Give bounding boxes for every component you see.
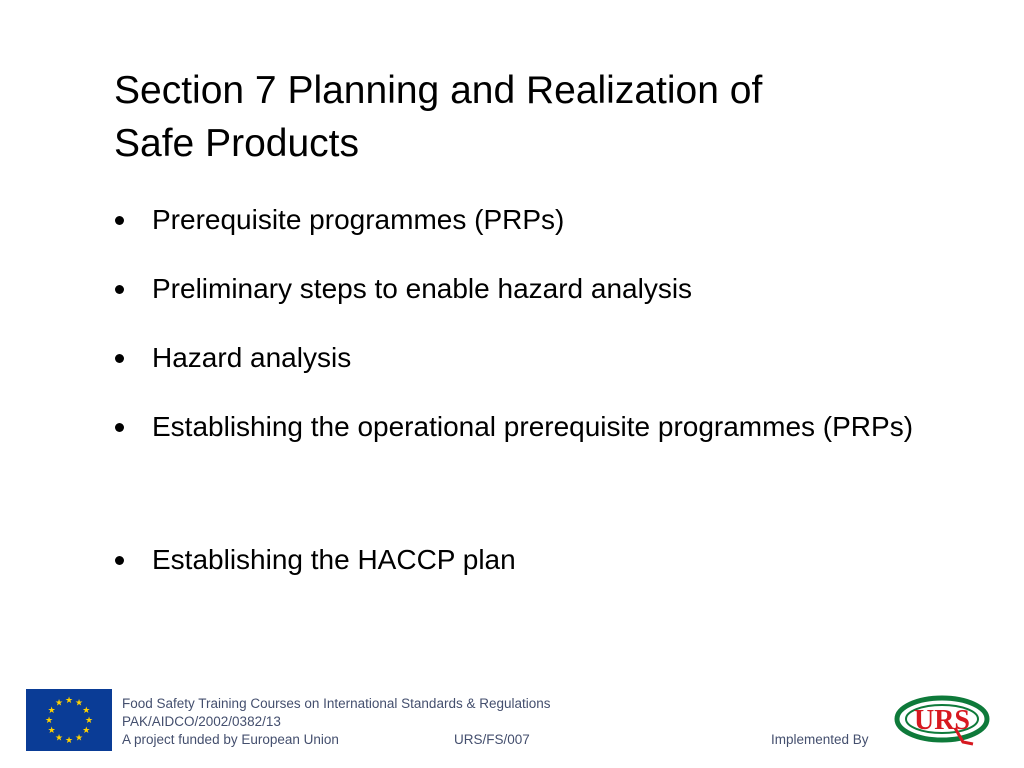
eu-flag-icon	[26, 689, 112, 751]
flag-star-icon: ★	[64, 696, 74, 706]
slide-title	[114, 64, 974, 170]
flag-star-icon: ★	[44, 716, 54, 726]
footer-document-code: URS/FS/007	[454, 732, 530, 747]
footer-project-number: PAK/AIDCO/2002/0382/13	[122, 714, 281, 729]
flag-star-icon: ★	[47, 726, 56, 736]
bullet-dot-icon	[115, 354, 124, 363]
footer-course-title: Food Safety Training Courses on International Standards & Regulations	[122, 696, 551, 711]
bullet-text: Preliminary steps to enable hazard analysis	[152, 273, 693, 304]
flag-star-icon: ★	[64, 736, 74, 746]
flag-star-icon: ★	[54, 733, 64, 744]
bullet-dot-icon	[115, 423, 124, 432]
slide-title-line-2: Safe Products	[114, 122, 359, 165]
flag-star-icon: ★	[82, 706, 91, 716]
urs-logo-graphic	[893, 692, 995, 750]
bullet-text: Establishing the HACCP plan	[152, 544, 516, 575]
footer-implemented-by: Implemented By	[771, 732, 869, 747]
slide-title-line-1: Section 7 Planning and Realization of	[114, 69, 763, 112]
flag-star-icon: ★	[74, 698, 84, 709]
bullet-dot-icon	[115, 556, 124, 565]
bullet-dot-icon	[115, 216, 124, 225]
flag-star-icon: ★	[84, 716, 94, 726]
bullet-text: Prerequisite programmes (PRPs)	[152, 204, 565, 235]
flag-star-icon: ★	[47, 706, 56, 716]
urs-logo-icon	[893, 692, 995, 750]
bullet-text: Establishing the operational prerequisite programmes (PRPs)	[152, 411, 914, 442]
flag-star-icon: ★	[54, 698, 64, 709]
footer-funding-note: A project funded by European Union	[122, 732, 339, 747]
bullet-dot-icon	[115, 285, 124, 294]
urs-logo-text: URS	[913, 705, 971, 736]
eu-flag-graphic	[26, 689, 112, 751]
flag-star-icon: ★	[82, 726, 91, 736]
flag-star-icon: ★	[74, 733, 84, 744]
bullet-text: Hazard analysis	[152, 342, 352, 373]
